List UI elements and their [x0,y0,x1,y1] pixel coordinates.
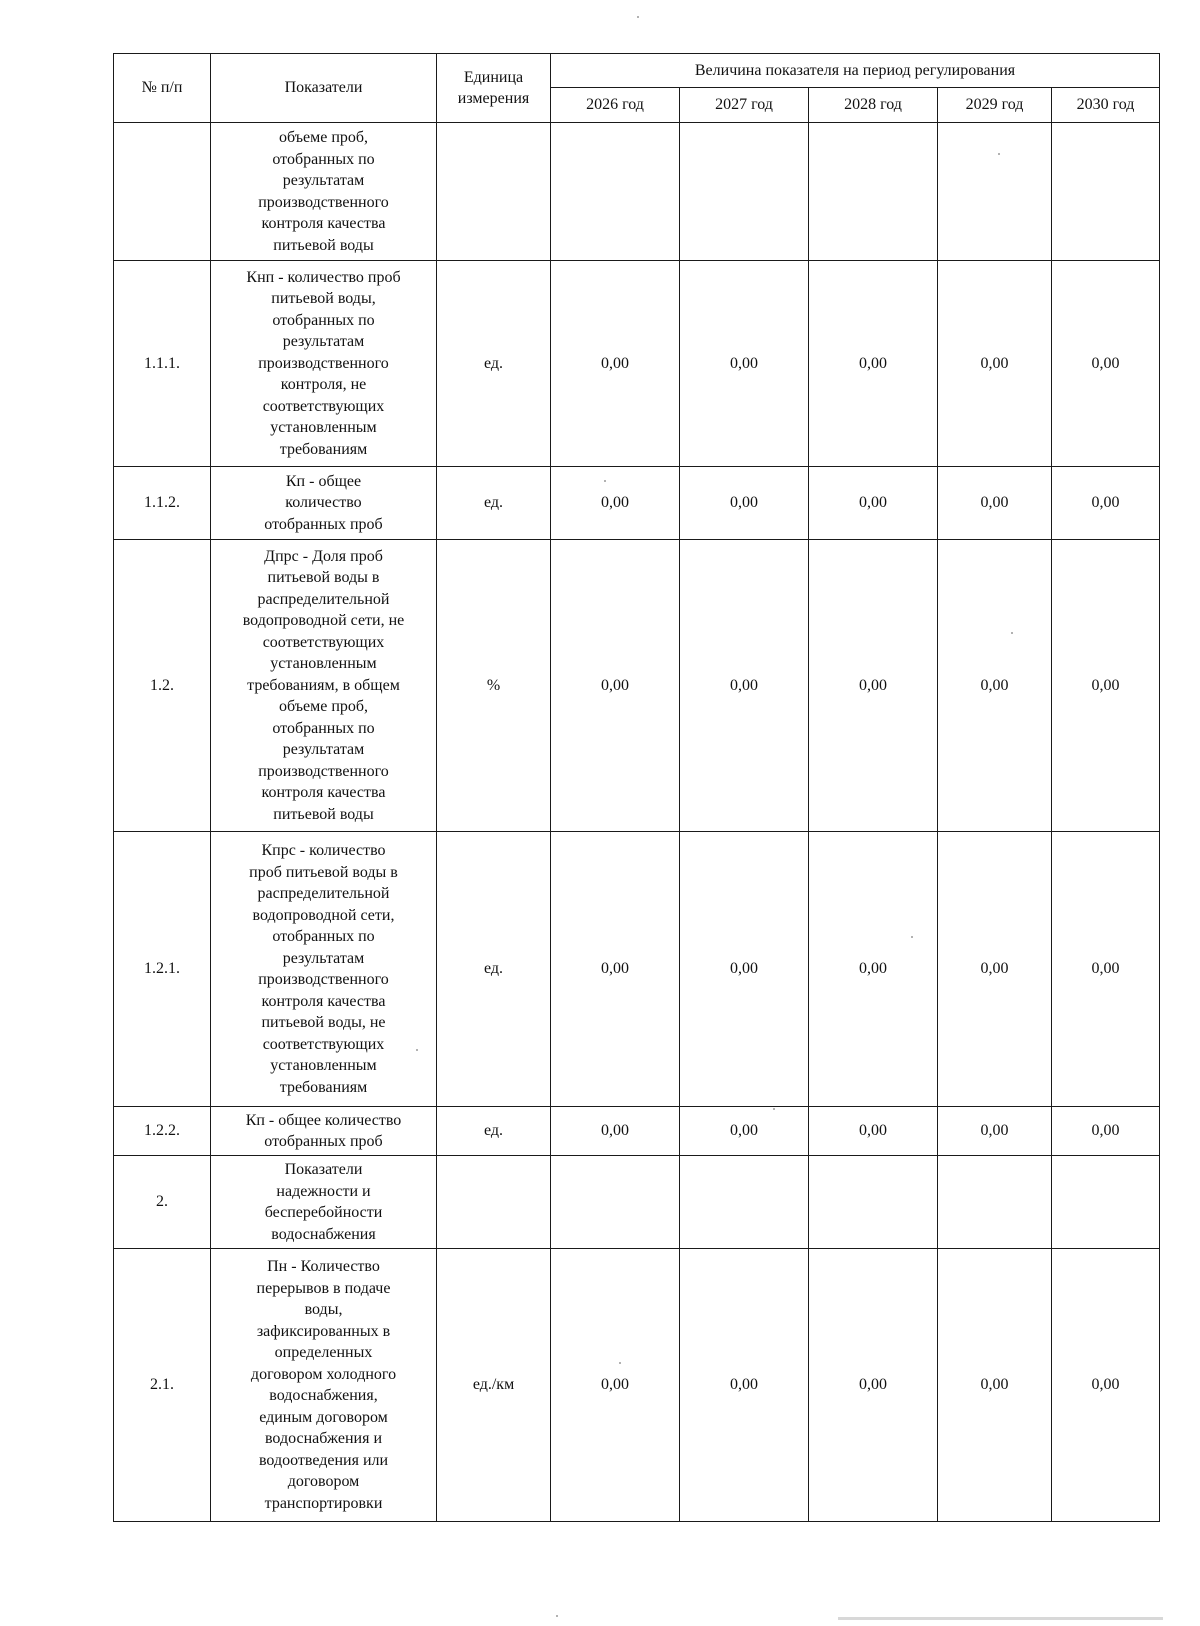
row-value: 0,00 [1052,467,1160,540]
row-value: 0,00 [680,832,809,1107]
row-number: 1.2.2. [114,1107,211,1156]
row-value: 0,00 [809,540,938,832]
row-value: 0,00 [551,540,680,832]
row-number: 1.2. [114,540,211,832]
row-value [809,123,938,261]
row-value [938,123,1052,261]
row-value [551,123,680,261]
row-number: 1.1.1. [114,261,211,467]
table-row [114,1156,1160,1249]
scan-edge-line [838,1617,1163,1620]
row-value: 0,00 [551,832,680,1107]
row-unit: ед. [437,467,551,540]
row-value: 0,00 [680,261,809,467]
row-value: 0,00 [680,540,809,832]
row-value: 0,00 [938,467,1052,540]
row-value: 0,00 [809,261,938,467]
scan-speck [619,1362,621,1364]
scan-speck [998,153,1000,155]
row-number: 2. [114,1156,211,1249]
scan-speck [1011,632,1013,634]
table-row [114,1107,1160,1156]
row-number: 2.1. [114,1249,211,1522]
table-row [114,540,1160,832]
indicators-table [113,53,1160,1522]
row-value [1052,123,1160,261]
row-value: 0,00 [809,1107,938,1156]
scan-speck [604,480,606,482]
row-value [551,1156,680,1249]
row-unit: ед. [437,1107,551,1156]
table-row [114,261,1160,467]
row-indicator-name: объеме проб, отобранных по результатам производственного контроля качества питьевой воды [211,123,437,261]
row-value: 0,00 [680,467,809,540]
row-indicator-name: Кпрс - количество проб питьевой воды в распределительной водопроводной сети, отобранных по результатам производственного контроля качества питьевой воды, не соответствующих установленным требованиям [211,832,437,1107]
row-value: 0,00 [938,832,1052,1107]
header-year: 2027 год [680,87,809,122]
row-value: 0,00 [938,1249,1052,1522]
header-unit: Единица измерения [437,54,551,123]
row-unit [437,123,551,261]
header-year: 2030 год [1052,87,1160,122]
row-value [680,1156,809,1249]
row-value: 0,00 [809,832,938,1107]
header-year: 2026 год [551,87,680,122]
header-year: 2028 год [809,87,938,122]
scan-speck [773,1108,775,1110]
row-value: 0,00 [1052,832,1160,1107]
table-row [114,832,1160,1107]
row-unit: ед. [437,261,551,467]
row-value: 0,00 [1052,261,1160,467]
scan-speck [556,1615,558,1617]
row-value: 0,00 [551,467,680,540]
row-number: 1.2.1. [114,832,211,1107]
row-indicator-name: Кп - общее количество отобранных проб [211,1107,437,1156]
header-num: № п/п [114,54,211,123]
scan-speck [637,16,639,18]
row-value: 0,00 [938,1107,1052,1156]
row-value [938,1156,1052,1249]
row-value: 0,00 [551,261,680,467]
table-row [114,467,1160,540]
table-header [114,54,1160,123]
row-value: 0,00 [551,1249,680,1522]
row-value: 0,00 [809,467,938,540]
row-value: 0,00 [551,1107,680,1156]
row-unit: ед./км [437,1249,551,1522]
table-row [114,123,1160,261]
row-unit [437,1156,551,1249]
row-value: 0,00 [938,540,1052,832]
row-number [114,123,211,261]
row-value: 0,00 [680,1249,809,1522]
row-number: 1.1.2. [114,467,211,540]
row-value: 0,00 [809,1249,938,1522]
row-unit: ед. [437,832,551,1107]
row-indicator-name: Дпрс - Доля проб питьевой воды в распределительной водопроводной сети, не соответствующих установленным требованиям, в общем объеме проб, отобранных по результатам производственного контроля качества питьевой воды [211,540,437,832]
row-value: 0,00 [680,1107,809,1156]
header-year: 2029 год [938,87,1052,122]
row-unit: % [437,540,551,832]
row-value [1052,1156,1160,1249]
row-value: 0,00 [1052,1249,1160,1522]
row-indicator-name: Кп - общее количество отобранных проб [211,467,437,540]
scan-speck [911,936,913,938]
row-indicator-name: Пн - Количество перерывов в подаче воды, зафиксированных в определенных договором холодного водоснабжения, единым договором водоснабжения и водоотведения или договором транспортировки [211,1249,437,1522]
row-value: 0,00 [1052,540,1160,832]
header-indicators: Показатели [211,54,437,123]
row-value [809,1156,938,1249]
table-row [114,1249,1160,1522]
row-indicator-name: Кнп - количество проб питьевой воды, отобранных по результатам производственного контроля, не соответствующих установленным требованиям [211,261,437,467]
row-value: 0,00 [938,261,1052,467]
row-value [680,123,809,261]
header-period: Величина показателя на период регулирования [551,54,1160,88]
scan-speck [416,1049,418,1051]
row-value: 0,00 [1052,1107,1160,1156]
row-indicator-name: Показатели надежности и бесперебойности водоснабжения [211,1156,437,1249]
